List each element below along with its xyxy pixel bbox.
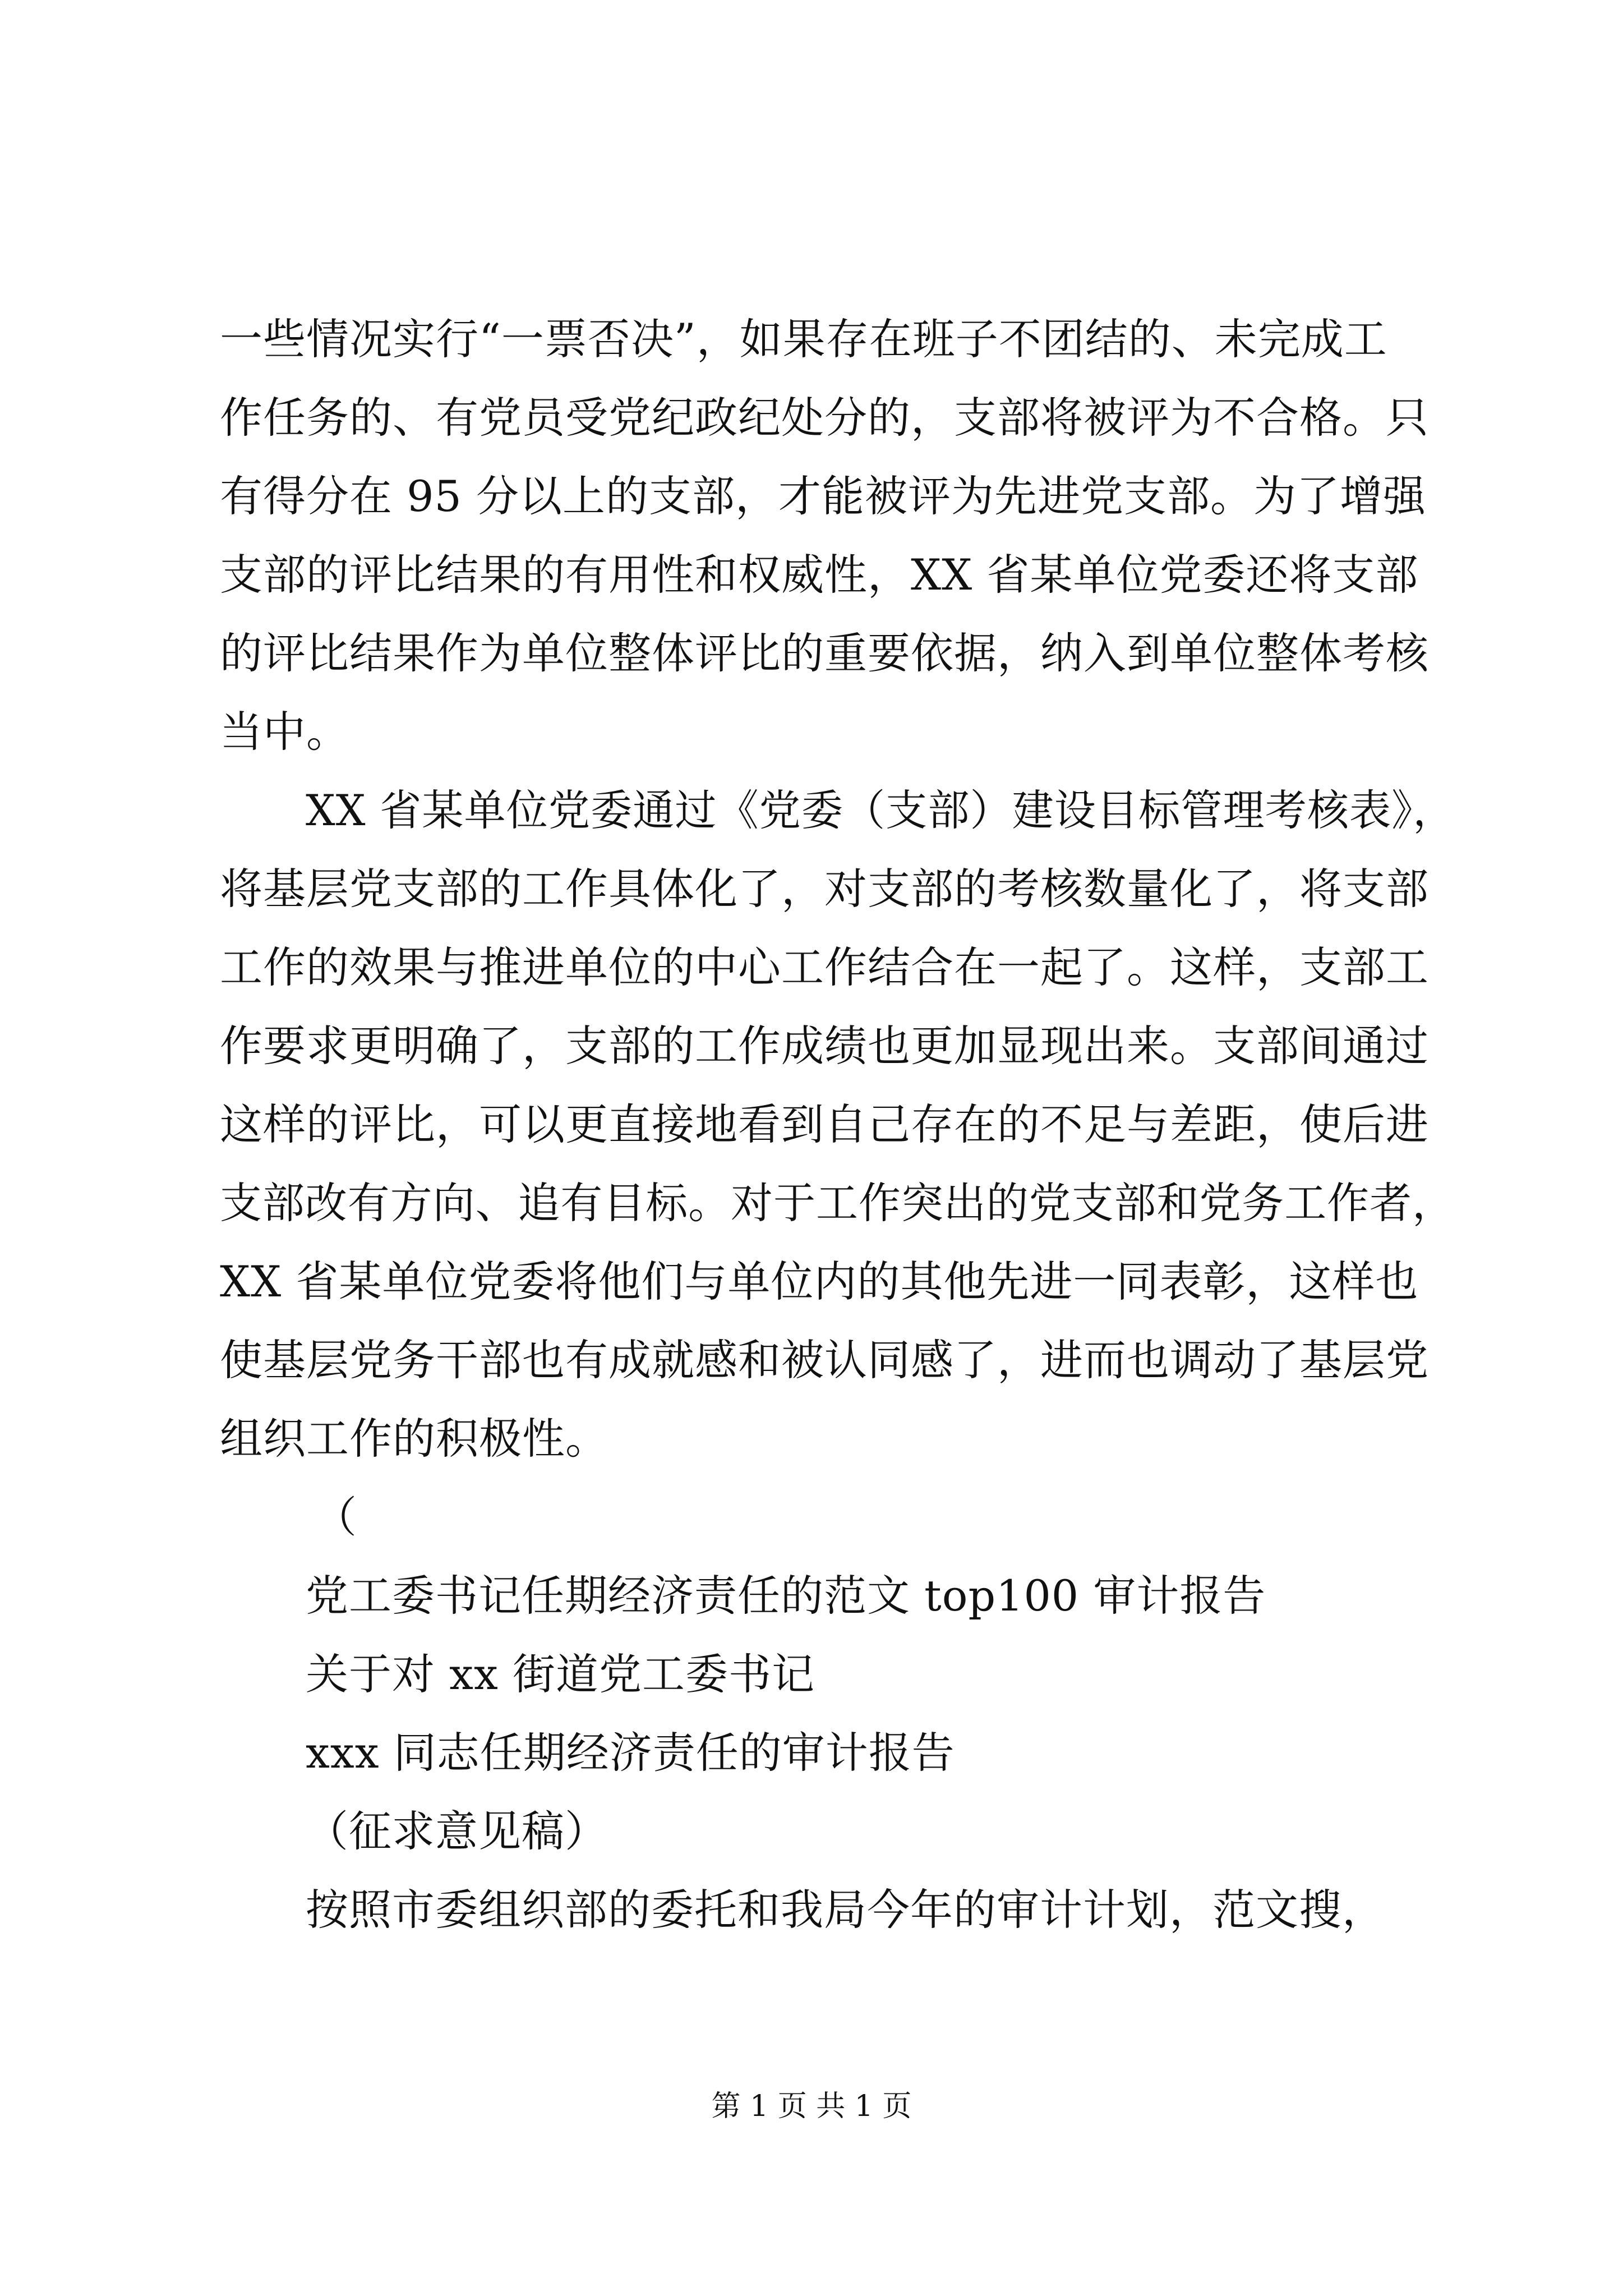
text-line: 的评比结果作为单位整体评比的重要依据，纳入到单位整体考核 [220, 628, 1429, 678]
text-line: 工作的效果与推进单位的中心工作结合在一起了。这样，支部工 [220, 942, 1429, 992]
text-line: 作要求更明确了，支部的工作成绩也更加显现出来。支部间通过 [220, 1021, 1429, 1071]
text-line: 按照市委组织部的委托和我局今年的审计计划，范文搜， [306, 1885, 1385, 1935]
text-line: （ [314, 1492, 357, 1542]
text-line: XX 省某单位党委通过《党委（支部）建设目标管理考核表》， [306, 785, 1455, 835]
text-line: xxx 同志任期经济责任的审计报告 [306, 1728, 955, 1778]
text-line: 组织工作的积极性。 [220, 1414, 608, 1464]
text-line: 一些情况实行“一票否决”，如果存在班子不团结的、未完成工 [220, 314, 1387, 364]
text-line: （征求意见稿） [306, 1806, 608, 1856]
text-line: 这样的评比，可以更直接地看到自己存在的不足与差距，使后进 [220, 1099, 1429, 1149]
text-line: 作任务的、有党员受党纪政纪处分的，支部将被评为不合格。只 [220, 393, 1429, 443]
text-line: XX 省某单位党委将他们与单位内的其他先进一同表彰，这样也 [220, 1257, 1419, 1306]
text-line: 关于对 xx 街道党工委书记 [306, 1649, 815, 1699]
text-line: 将基层党支部的工作具体化了，对支部的考核数量化了，将支部 [220, 864, 1429, 914]
text-line: 使基层党务干部也有成就感和被认同感了，进而也调动了基层党 [220, 1335, 1429, 1385]
text-line: 当中。 [220, 707, 349, 757]
text-line: 支部的评比结果的有用性和权威性，XX 省某单位党委还将支部 [220, 550, 1419, 600]
text-line: 支部改有方向、追有目标。对于工作突出的党支部和党务工作者， [220, 1178, 1455, 1228]
text-line: 有得分在 95 分以上的支部，才能被评为先进党支部。为了增强 [220, 471, 1427, 521]
page-number-footer: 第 1 页 共 1 页 [711, 2090, 912, 2123]
text-line: 党工委书记任期经济责任的范文 top100 审计报告 [306, 1571, 1266, 1621]
